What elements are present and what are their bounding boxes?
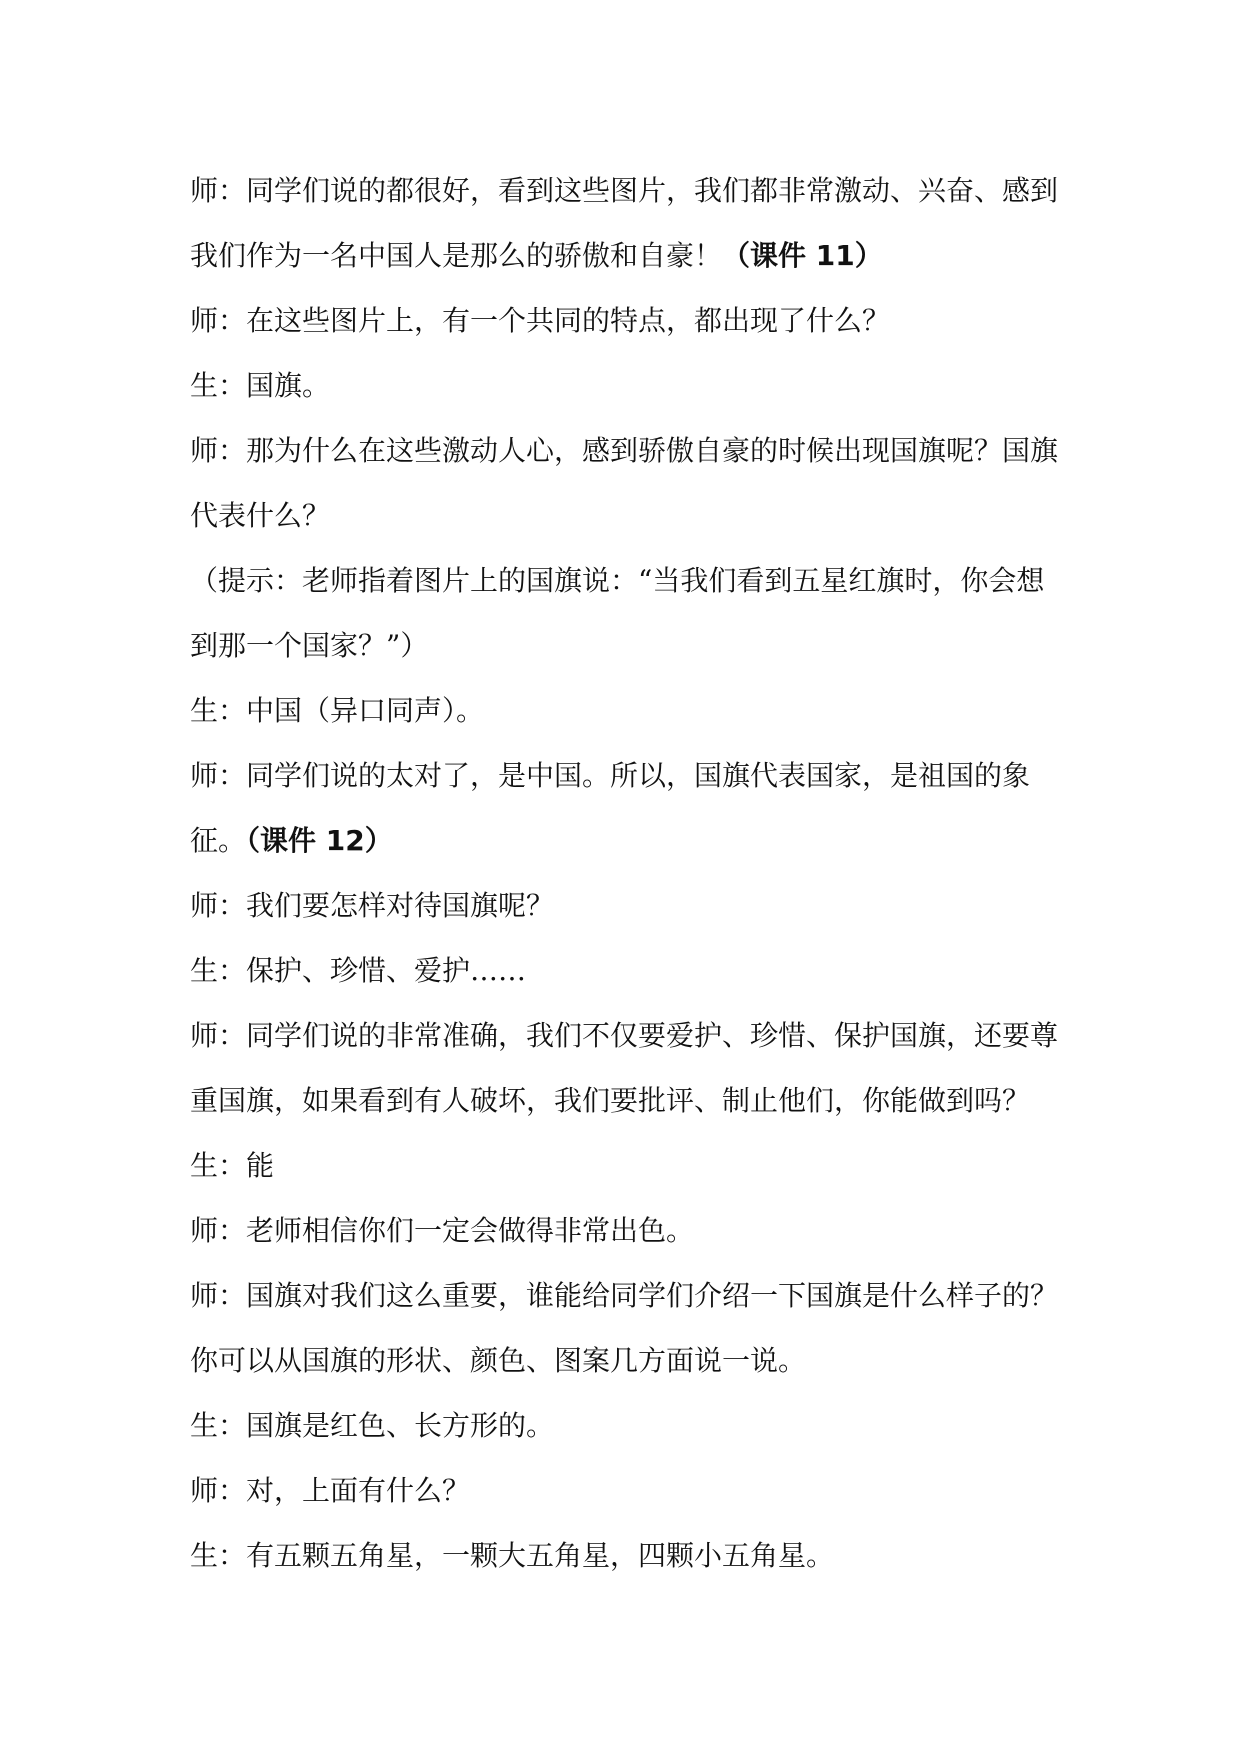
paragraph-text: 师：在这些图片上，有一个共同的特点，都出现了什么？ xyxy=(190,304,891,337)
courseware-ref: （课件 12） xyxy=(246,824,393,857)
paragraph-text: 生：有五颗五角星，一颗大五角星，四颗小五角星。 xyxy=(190,1539,835,1572)
paragraph-text: 生：中国（异口同声）。 xyxy=(190,694,485,727)
paragraph-text: 师：同学们说的都很好，看到这些图片，我们都非常激动、兴奋、感到我们作为一名中国人是那么的骄傲和自豪！ xyxy=(190,174,1059,272)
paragraph-9 xyxy=(190,938,1060,1003)
paragraph-10 xyxy=(190,1003,1060,1133)
paragraph-15 xyxy=(190,1458,1060,1523)
paragraph-12 xyxy=(190,1198,1060,1263)
paragraph-text: 师：老师相信你们一定会做得非常出色。 xyxy=(190,1214,695,1247)
paragraph-3 xyxy=(190,353,1060,418)
paragraph-text: 生：国旗是红色、长方形的。 xyxy=(190,1409,555,1442)
paragraph-text: 生：国旗。 xyxy=(190,369,331,402)
paragraph-text: 师：同学们说的非常准确，我们不仅要爱护、珍惜、保护国旗，还要尊重国旗，如果看到有人破坏，我们要批评、制止他们，你能做到吗？ xyxy=(190,1019,1059,1117)
paragraph-8 xyxy=(190,873,1060,938)
paragraph-text: 师：我们要怎样对待国旗呢？ xyxy=(190,889,555,922)
paragraph-text: 师：那为什么在这些激动人心，感到骄傲自豪的时候出现国旗呢？国旗代表什么？ xyxy=(190,434,1059,532)
paragraph-text: 生：保护、珍惜、爱护…… xyxy=(190,954,527,987)
paragraph-11 xyxy=(190,1133,1060,1198)
paragraph-6 xyxy=(190,678,1060,743)
paragraph-1 xyxy=(190,158,1060,288)
paragraph-4 xyxy=(190,418,1060,548)
paragraph-text: 师：国旗对我们这么重要，谁能给同学们介绍一下国旗是什么样子的？你可以从国旗的形状、颜色、图案几方面说一说。 xyxy=(190,1279,1059,1377)
paragraph-2 xyxy=(190,288,1060,353)
paragraph-text: 师：同学们说的太对了，是中国。所以，国旗代表国家，是祖国的象征。 xyxy=(190,759,1031,857)
paragraph-text: 师：对，上面有什么？ xyxy=(190,1474,471,1507)
paragraph-text: 生：能 xyxy=(190,1149,275,1182)
document-body xyxy=(190,158,1060,1588)
paragraph-13 xyxy=(190,1263,1060,1393)
paragraph-14 xyxy=(190,1393,1060,1458)
paragraph-7 xyxy=(190,743,1060,873)
paragraph-text: （提示：老师指着图片上的国旗说：“当我们看到五星红旗时，你会想到那一个国家？”） xyxy=(190,564,1045,662)
courseware-ref: （课件 11） xyxy=(722,239,883,272)
paragraph-16 xyxy=(190,1523,1060,1588)
paragraph-5 xyxy=(190,548,1060,678)
